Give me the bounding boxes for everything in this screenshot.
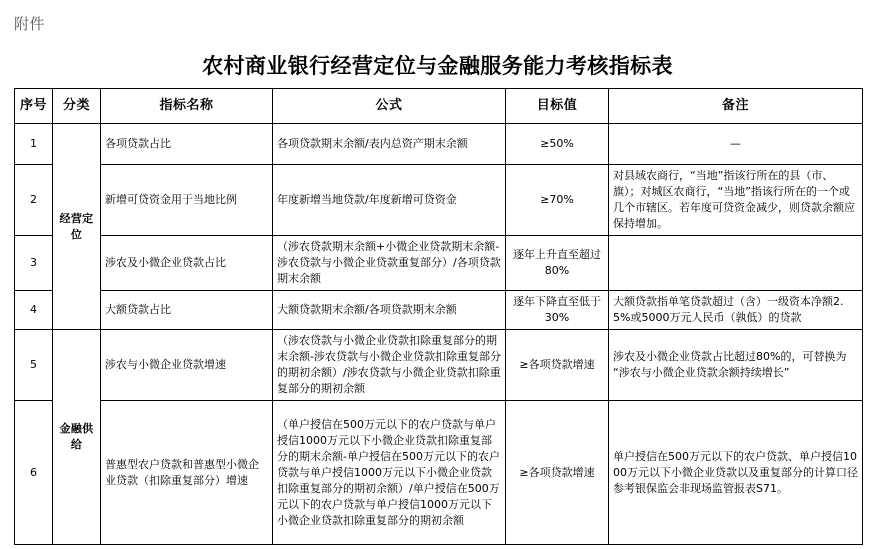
page-title: 农村商业银行经营定位与金融服务能力考核指标表 [202,54,673,78]
cell-category-financial-supply: 金融供给 [53,330,101,545]
cell-no-3: 3 [15,236,53,291]
cell-indicator-4: 大额贷款占比 [101,291,273,330]
cell-no-6: 6 [15,401,53,545]
cell-note-2: 对县域农商行，“当地”指该行所在的县（市、旗）；对城区农商行，“当地”指该行所在的一个或几个市辖区。若年度可贷资金减少，则贷款余额应保持增加。 [609,165,863,236]
cell-target-1: ≥50% [506,124,609,165]
cell-note-3 [609,236,863,291]
cell-indicator-5: 涉农与小微企业贷款增速 [101,330,273,401]
table-row [15,401,863,545]
table-body [15,124,863,545]
column-header-no: 序号 [15,89,53,124]
table-row [15,124,863,165]
cell-formula-6: （单户授信在500万元以下的农户贷款与单户授信1000万元以下小微企业贷款扣除重复部分的期末余额-单户授信在500万元以下的农户贷款与单户授信1000万元以下小微企业贷款扣除重复部分的期初余额）/单户授信在500万元以下的农户贷款与单户授信1000万元以下小微企业贷款扣除重复部分的期初余额 [273,401,506,545]
table-row [15,236,863,291]
cell-target-2: ≥70% [506,165,609,236]
cell-no-2: 2 [15,165,53,236]
kpi-table-container [14,88,862,545]
cell-no-1: 1 [15,124,53,165]
column-header-formula: 公式 [273,89,506,124]
cell-target-5: ≥各项贷款增速 [506,330,609,401]
cell-no-4: 4 [15,291,53,330]
cell-indicator-2: 新增可贷资金用于当地比例 [101,165,273,236]
kpi-table [14,88,863,545]
cell-formula-5: （涉农贷款与小微企业贷款扣除重复部分的期末余额-涉农贷款与小微企业贷款扣除重复部分的期初余额）/涉农贷款与小微企业贷款扣除重复部分的期初余额 [273,330,506,401]
cell-category-business-positioning: 经营定位 [53,124,101,330]
column-header-indicator: 指标名称 [101,89,273,124]
cell-indicator-1: 各项贷款占比 [101,124,273,165]
cell-indicator-3: 涉农及小微企业贷款占比 [101,236,273,291]
column-header-note: 备注 [609,89,863,124]
column-header-category: 分类 [53,89,101,124]
attachment-label: 附件 [14,15,46,33]
cell-formula-1: 各项贷款期末余额/表内总资产期末余额 [273,124,506,165]
cell-note-4: 大额贷款指单笔贷款超过（含）一级资本净额2.5%或5000万元人民币（孰低）的贷款 [609,291,863,330]
table-row [15,291,863,330]
cell-note-5: 涉农及小微企业贷款占比超过80%的，可替换为“涉农与小微企业贷款余额持续增长” [609,330,863,401]
cell-formula-4: 大额贷款期末余额/各项贷款期末余额 [273,291,506,330]
cell-target-6: ≥各项贷款增速 [506,401,609,545]
cell-note-6: 单户授信在500万元以下的农户贷款、单户授信1000万元以下小微企业贷款以及重复部分的计算口径参考银保监会非现场监管报表S71。 [609,401,863,545]
table-header [15,89,863,124]
cell-formula-2: 年度新增当地贷款/年度新增可贷资金 [273,165,506,236]
column-header-target: 目标值 [506,89,609,124]
cell-no-5: 5 [15,330,53,401]
cell-formula-3: （涉农贷款期末余额+小微企业贷款期末余额-涉农贷款与小微企业贷款重复部分）/各项贷款期末余额 [273,236,506,291]
cell-note-1: — [609,124,863,165]
cell-indicator-6: 普惠型农户贷款和普惠型小微企业贷款（扣除重复部分）增速 [101,401,273,545]
cell-target-3: 逐年上升直至超过80% [506,236,609,291]
table-row [15,330,863,401]
table-header-row [15,89,863,124]
cell-target-4: 逐年下降直至低于30% [506,291,609,330]
table-row [15,165,863,236]
